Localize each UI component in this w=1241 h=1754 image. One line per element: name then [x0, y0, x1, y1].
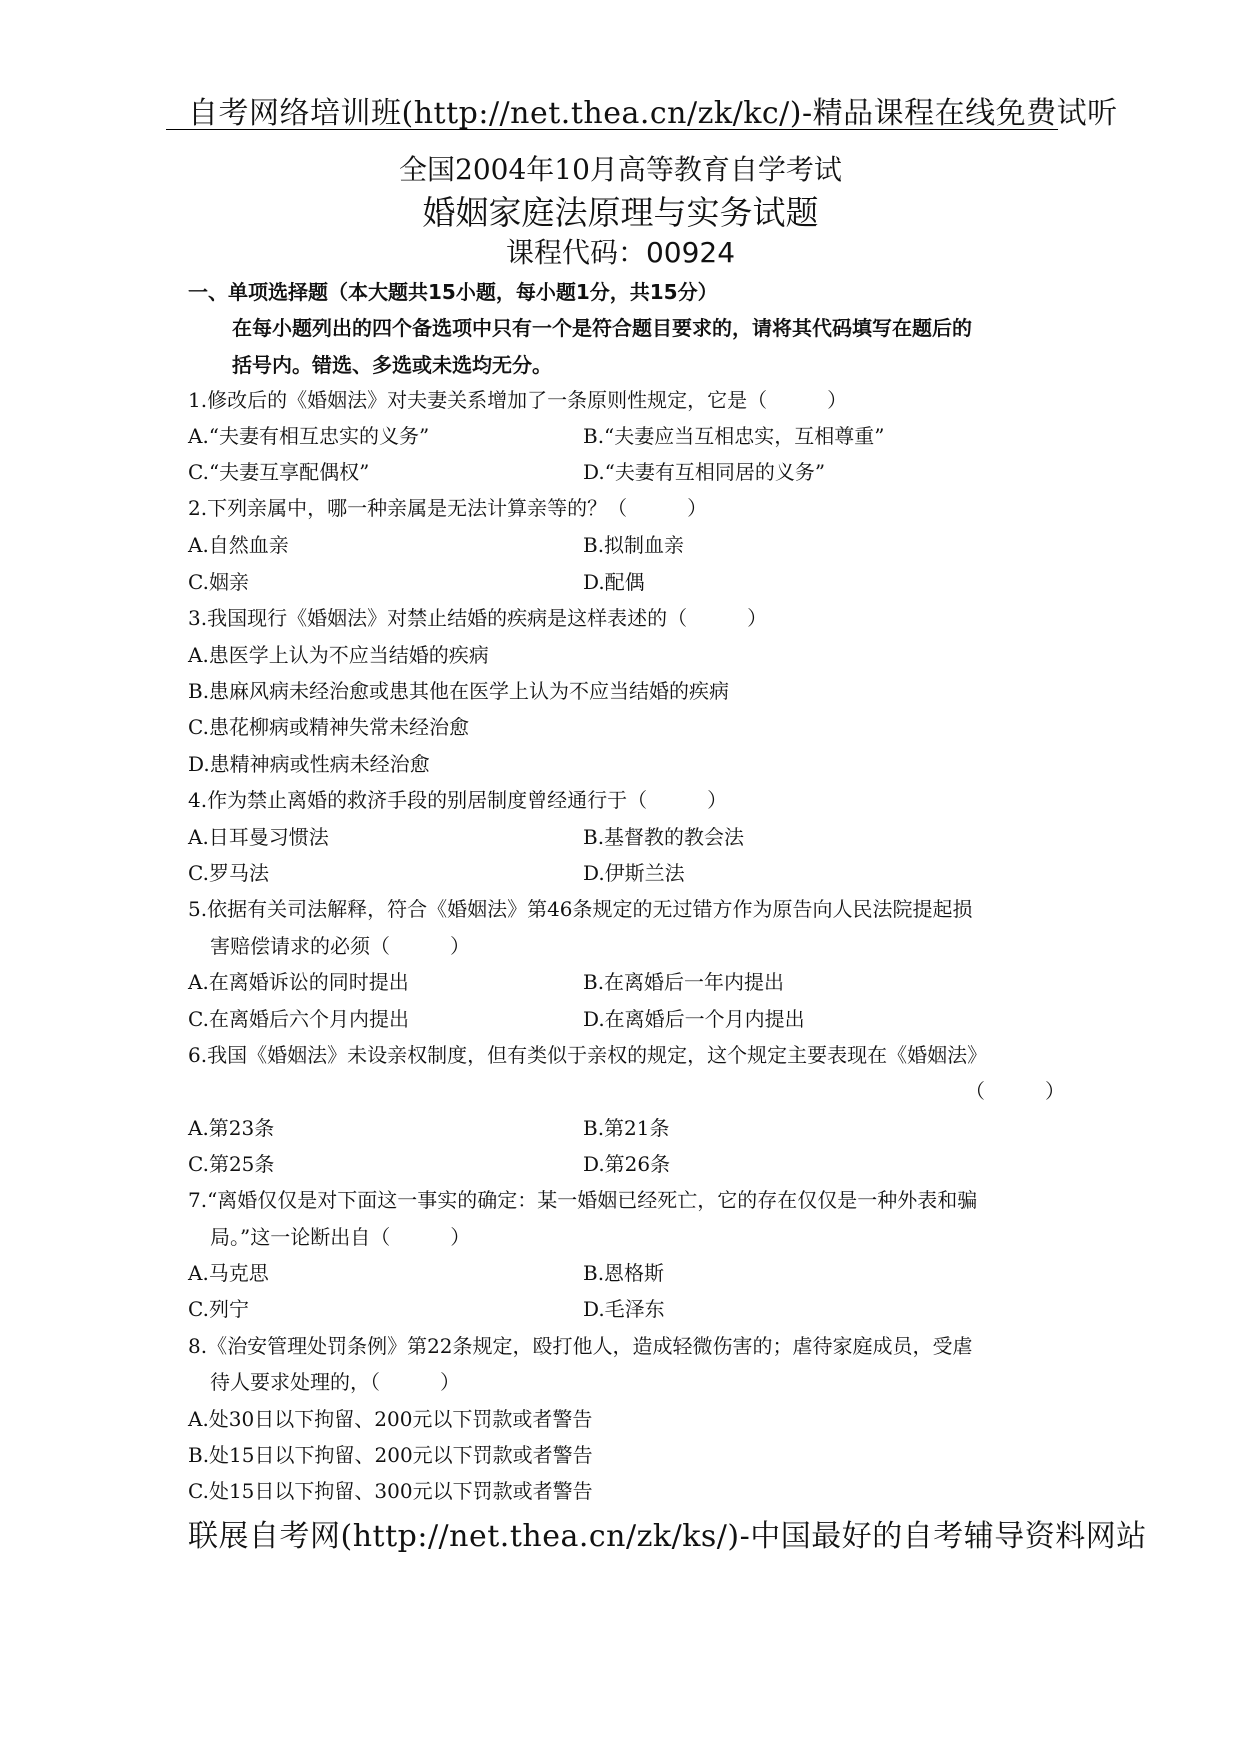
question-stem-continued: 局。”这一论断出自（ ）	[210, 1225, 471, 1249]
option: C.第25条	[188, 1152, 275, 1176]
question-stem: 1.修改后的《婚姻法》对夫妻关系增加了一条原则性规定，它是（ ）	[188, 388, 848, 412]
option: D.伊斯兰法	[583, 861, 685, 885]
option: B.第21条	[583, 1116, 670, 1140]
exam-title: 全国2004年10月高等教育自学考试	[399, 153, 842, 186]
option: C.处15日以下拘留、300元以下罚款或者警告	[188, 1479, 593, 1503]
option: B.“夫妻应当互相忠实，互相尊重”	[583, 424, 885, 448]
option: D.患精神病或性病未经治愈	[188, 752, 430, 776]
option: A.日耳曼习惯法	[188, 825, 329, 849]
section-instruction: 括号内。错选、多选或未选均无分。	[232, 353, 552, 377]
subject-title: 婚姻家庭法原理与实务试题	[422, 193, 819, 232]
option: D.“夫妻有互相同居的义务”	[583, 460, 826, 484]
section-heading: 一、单项选择题（本大题共15小题，每小题1分，共15分）	[188, 280, 718, 304]
page-footer: 联展自考网(http://net.thea.cn/zk/ks/)-中国最好的自考辅导资料网站	[188, 1519, 1147, 1554]
page-header: 自考网络培训班(http://net.thea.cn/zk/kc/)-精品课程在线免费试听	[188, 96, 1118, 131]
question-stem-continued: 待人要求处理的，（ ）	[210, 1370, 460, 1394]
option: B.恩格斯	[583, 1261, 665, 1285]
question-stem: 5.依据有关司法解释，符合《婚姻法》第46条规定的无过错方作为原告向人民法院提起损	[188, 897, 973, 921]
option: C.在离婚后六个月内提出	[188, 1007, 409, 1031]
option: C.罗马法	[188, 861, 269, 885]
option: D.在离婚后一个月内提出	[583, 1007, 805, 1031]
option: B.患麻风病未经治愈或患其他在医学上认为不应当结婚的疾病	[188, 679, 730, 703]
option: B.在离婚后一年内提出	[583, 970, 785, 994]
question-stem: 6.我国《婚姻法》未设亲权制度，但有类似于亲权的规定，这个规定主要表现在《婚姻法》	[188, 1043, 988, 1067]
option: D.毛泽东	[583, 1297, 665, 1321]
option: D.配偶	[583, 570, 645, 594]
option: B.处15日以下拘留、200元以下罚款或者警告	[188, 1443, 593, 1467]
option: A.“夫妻有相互忠实的义务”	[188, 424, 430, 448]
question-stem: 2.下列亲属中，哪一种亲属是无法计算亲等的？（ ）	[188, 496, 708, 520]
course-code: 课程代码：00924	[505, 236, 736, 269]
question-stem-continued: 害赔偿请求的必须（ ）	[210, 934, 470, 958]
option: C.姻亲	[188, 570, 249, 594]
answer-bracket: （ ）	[965, 1079, 1065, 1103]
option: B.拟制血亲	[583, 533, 685, 557]
question-stem: 3.我国现行《婚姻法》对禁止结婚的疾病是这样表述的（ ）	[188, 606, 768, 630]
header-rule	[166, 129, 1058, 130]
question-stem: 8.《治安管理处罚条例》第22条规定，殴打他人，造成轻微伤害的；虐待家庭成员，受虐	[188, 1334, 973, 1358]
option: A.患医学上认为不应当结婚的疾病	[188, 643, 489, 667]
option: A.处30日以下拘留、200元以下罚款或者警告	[188, 1407, 593, 1431]
option: D.第26条	[583, 1152, 671, 1176]
option: A.自然血亲	[188, 533, 289, 557]
option: B.基督教的教会法	[583, 825, 745, 849]
option: C.“夫妻互享配偶权”	[188, 460, 370, 484]
option: A.第23条	[188, 1116, 275, 1140]
question-stem: 7.“离婚仅仅是对下面这一事实的确定：某一婚姻已经死亡，它的存在仅仅是一种外表和骗	[188, 1188, 978, 1212]
option: A.在离婚诉讼的同时提出	[188, 970, 409, 994]
section-instruction: 在每小题列出的四个备选项中只有一个是符合题目要求的，请将其代码填写在题后的	[232, 316, 972, 340]
option: C.列宁	[188, 1297, 249, 1321]
option: C.患花柳病或精神失常未经治愈	[188, 715, 469, 739]
question-stem: 4.作为禁止离婚的救济手段的别居制度曾经通行于（ ）	[188, 788, 728, 812]
option: A.马克思	[188, 1261, 269, 1285]
